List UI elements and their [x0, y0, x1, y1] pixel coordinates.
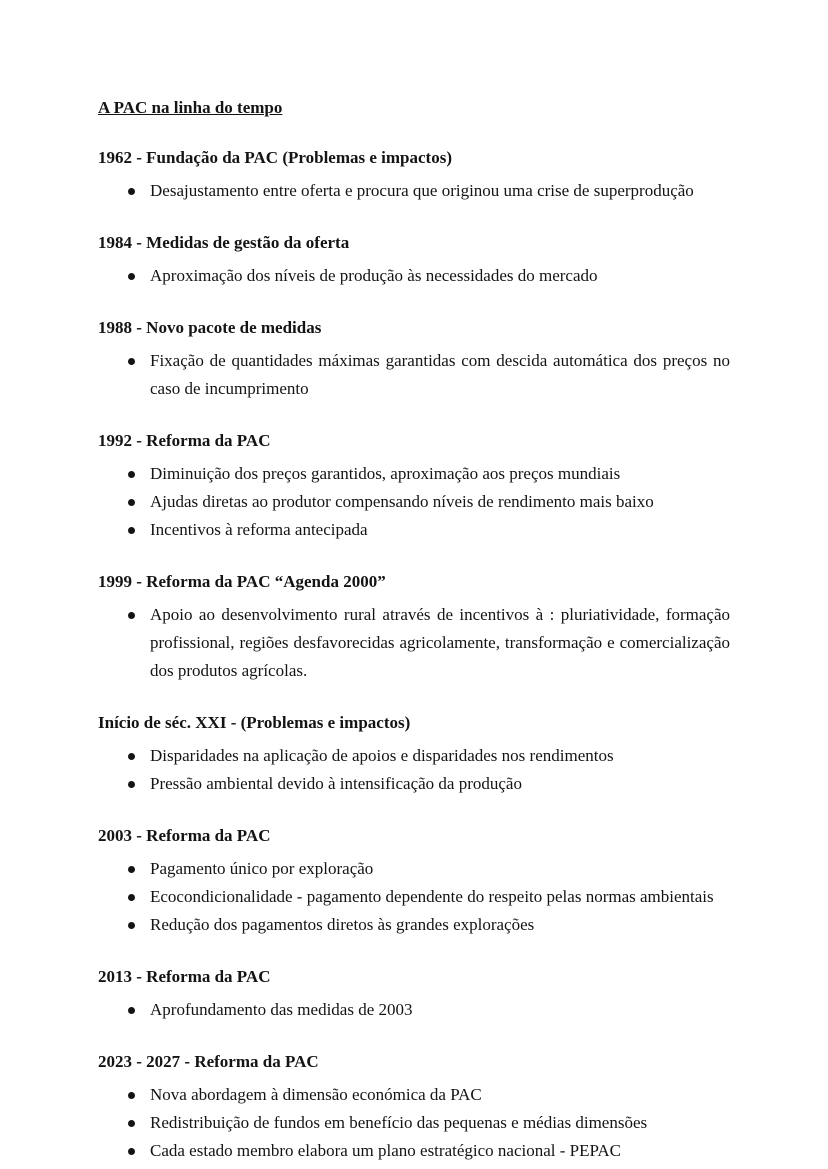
bullet-item: Pagamento único por exploração	[136, 855, 730, 883]
bullet-list	[98, 601, 730, 685]
bullet-item: Diminuição dos preços garantidos, aproximação aos preços mundiais	[136, 460, 730, 488]
bullet-item: Redistribuição de fundos em benefício das pequenas e médias dimensões	[136, 1109, 730, 1137]
section-heading: 1984 - Medidas de gestão da oferta	[98, 233, 350, 252]
section-heading: Início de séc. XXI - (Problemas e impactos)	[98, 713, 411, 732]
bullet-item: Ajudas diretas ao produtor compensando níveis de rendimento mais baixo	[136, 488, 730, 516]
bullet-item: Nova abordagem à dimensão económica da PAC	[136, 1081, 730, 1109]
section-heading: 1992 - Reforma da PAC	[98, 431, 271, 450]
bullet-item: Aprofundamento das medidas de 2003	[136, 996, 730, 1024]
sections-container	[98, 146, 730, 1165]
bullet-list	[98, 177, 730, 205]
bullet-item: Incentivos à reforma antecipada	[136, 516, 730, 544]
bullet-item: Aproximação dos níveis de produção às necessidades do mercado	[136, 262, 730, 290]
bullet-list	[98, 742, 730, 798]
bullet-list	[98, 347, 730, 403]
bullet-item: Ecocondicionalidade - pagamento dependente do respeito pelas normas ambientais	[136, 883, 730, 911]
bullet-item: Cada estado membro elabora um plano estratégico nacional - PEPAC	[136, 1137, 730, 1165]
bullet-list	[98, 996, 730, 1024]
section-heading: 2003 - Reforma da PAC	[98, 826, 271, 845]
page-title: A PAC na linha do tempo	[98, 98, 283, 117]
section-heading: 1962 - Fundação da PAC (Problemas e impactos)	[98, 148, 452, 167]
bullet-item: Fixação de quantidades máximas garantidas com descida automática dos preços no caso de incumprimento	[136, 347, 730, 403]
bullet-item: Pressão ambiental devido à intensificação da produção	[136, 770, 730, 798]
section-heading: 2013 - Reforma da PAC	[98, 967, 271, 986]
bullet-item: Desajustamento entre oferta e procura que originou uma crise de superprodução	[136, 177, 730, 205]
bullet-item: Apoio ao desenvolvimento rural através de incentivos à : pluriatividade, formação profissional, regiões desfavorecidas agricolamente, transformação e comercialização dos produtos agrícolas.	[136, 601, 730, 685]
bullet-list	[98, 1081, 730, 1165]
bullet-list	[98, 855, 730, 939]
section-heading: 1999 - Reforma da PAC “Agenda 2000”	[98, 572, 386, 591]
bullet-list	[98, 262, 730, 290]
bullet-item: Disparidades na aplicação de apoios e disparidades nos rendimentos	[136, 742, 730, 770]
bullet-item: Redução dos pagamentos diretos às grandes explorações	[136, 911, 730, 939]
section-heading: 1988 - Novo pacote de medidas	[98, 318, 322, 337]
bullet-list	[98, 460, 730, 544]
section-heading: 2023 - 2027 - Reforma da PAC	[98, 1052, 319, 1071]
